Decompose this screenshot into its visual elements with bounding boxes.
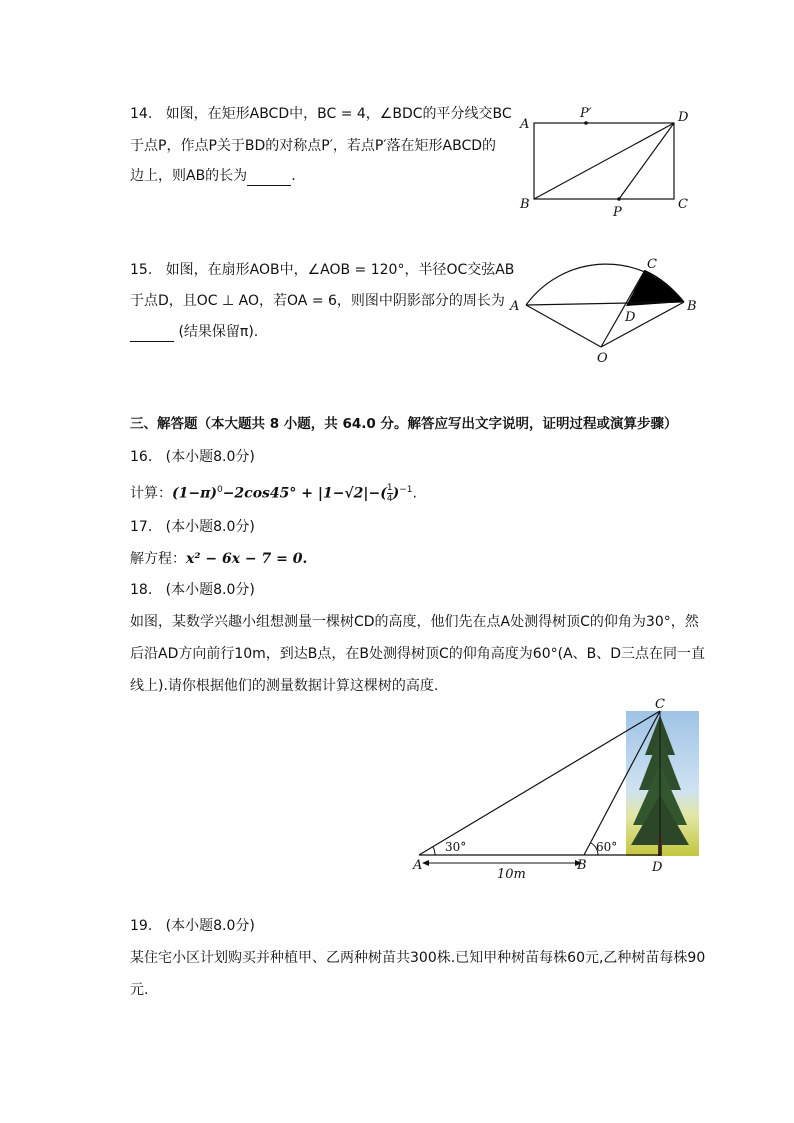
q15-sector-figure: [505, 255, 700, 367]
label-a: A: [413, 858, 423, 873]
label-p: P: [613, 205, 622, 220]
q17-equation: [130, 549, 307, 569]
q16-label: 计算：: [130, 485, 172, 502]
segment-dp: [619, 123, 674, 199]
q14-text-2: 于点P，作点P关于BD的对称点P′，若点P′落在矩形ABCD的: [130, 138, 497, 154]
q14-text-3-end: .: [291, 168, 296, 184]
label-b: B: [687, 299, 697, 314]
q18-points: (本小题8.0分): [165, 582, 255, 598]
segment-bd: [534, 123, 674, 199]
q19-points: (本小题8.0分): [165, 918, 255, 934]
q17-number: 17.: [130, 519, 153, 535]
q16-expr-a: (1−π): [172, 485, 217, 502]
q16-expr-c-sup: −1: [399, 485, 413, 495]
label-c: C: [678, 197, 688, 212]
q15-number: 15.: [130, 262, 153, 278]
label-b: B: [520, 197, 530, 212]
label-c: C: [655, 697, 665, 712]
arrowhead-left: [422, 860, 429, 866]
q16-frac-num: 1: [386, 483, 393, 494]
q15-text-1: 如图，在扇形AOB中，∠AOB = 120°，半径OC交弦AB: [165, 262, 515, 278]
q19-number: 19.: [130, 918, 153, 934]
q14-line-1: [130, 104, 512, 124]
q14-text-1: 如图，在矩形ABCD中，BC = 4，∠BDC的平分线交BC: [165, 106, 512, 122]
q15-line-3: [130, 322, 258, 342]
q18-line-2: 后沿AD方向前行10m，到达B点，在B处测得树顶C的仰角高度为60°(A、B、D三点在同一直: [130, 646, 706, 662]
q15-text-2: 于点D，且OC ⊥ AO，若OA = 6，则图中阴影部分的周长为: [130, 293, 505, 309]
answer-blank: [247, 171, 291, 186]
label-b: B: [577, 858, 587, 873]
sight-line-ac: [419, 711, 660, 855]
label-angle-a: 30°: [445, 840, 467, 854]
label-p-prime: P′: [580, 106, 592, 121]
q19-line-1: 某住宅小区计划购买并种植甲、乙两种树苗共300株.已知甲种树苗每株60元,乙种树苗每株90: [130, 950, 706, 966]
label-distance: 10m: [497, 867, 526, 882]
q17-expr: x² − 6x − 7 = 0.: [186, 551, 308, 567]
q16-number: 16.: [130, 449, 153, 465]
q17-label: 解方程：: [130, 551, 186, 567]
q14-line-2: [130, 136, 496, 156]
q17-points: (本小题8.0分): [165, 519, 255, 535]
q16-expr-a-sup: 0: [216, 485, 223, 495]
q16-expr-end: .: [412, 485, 417, 502]
q14-number: 14.: [130, 106, 153, 122]
q15-line-2: [130, 291, 505, 311]
label-a: A: [510, 299, 520, 314]
label-a: A: [520, 117, 530, 132]
section-3-heading: 三、解答题（本大题共 8 小题，共 64.0 分。解答应写出文字说明，证明过程或演算步骤）: [130, 416, 678, 432]
q17-header: [130, 517, 255, 537]
q16-expression: [130, 480, 417, 504]
q16-frac-den: 4: [386, 494, 393, 505]
label-d: D: [678, 110, 689, 125]
q18-number: 18.: [130, 582, 153, 598]
point-p: [617, 197, 621, 201]
q16-points: (本小题8.0分): [165, 449, 255, 465]
q14-rectangle-figure: [510, 100, 700, 220]
angle-arc-a: [433, 847, 435, 855]
radius-oa: [526, 305, 601, 347]
q18-line-1: 如图，某数学兴趣小组想测量一棵树CD的高度，他们先在点A处测得树顶C的仰角为30°，然: [130, 614, 699, 630]
q14-text-3: 边上，则AB的长为: [130, 168, 248, 184]
q15-text-3: (结果保留π).: [178, 324, 259, 340]
point-p-prime: [584, 121, 588, 125]
label-d: D: [652, 860, 663, 875]
q18-tree-figure: [405, 695, 705, 885]
label-c: C: [647, 257, 657, 272]
q16-expr-c: ): [392, 485, 400, 502]
label-d: D: [625, 310, 636, 325]
q15-line-1: [130, 260, 514, 280]
q16-header: [130, 447, 255, 467]
q14-line-3: [130, 166, 296, 186]
q19-line-2: 元.: [130, 982, 149, 998]
label-angle-b: 60°: [596, 840, 618, 854]
q19-header: [130, 916, 255, 936]
q18-line-3: 线上).请你根据他们的测量数据计算这棵树的高度.: [130, 678, 439, 694]
q16-expr-b: −2cos45° + |1−√2|−(: [222, 485, 387, 502]
q18-header: [130, 580, 255, 600]
answer-blank: [130, 327, 174, 342]
label-o: O: [597, 351, 608, 366]
